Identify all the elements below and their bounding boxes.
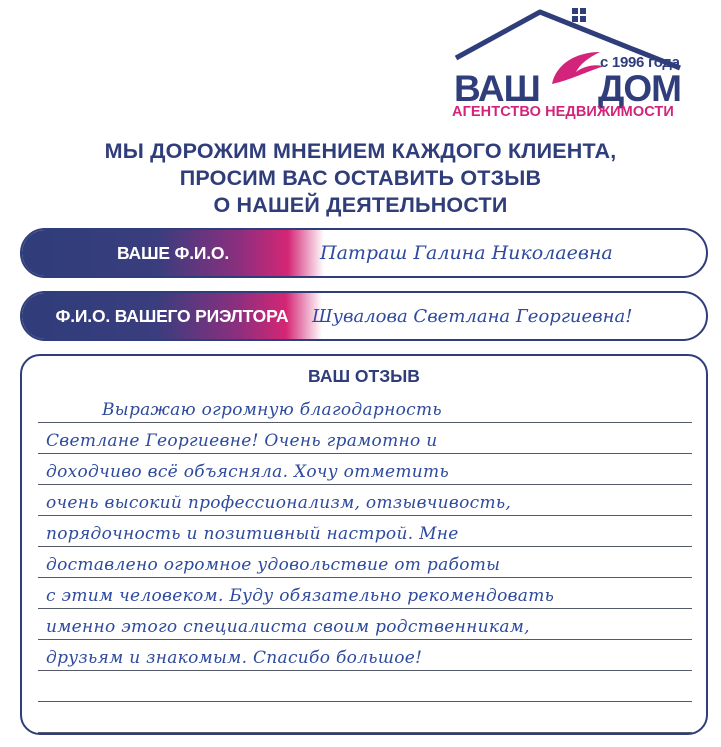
review-text-line: доходчиво всё объясняла. Хочу отметить [46,462,450,482]
review-text-line: с этим человеком. Буду обязательно рекомендовать [46,586,555,606]
review-text-line: друзьям и знакомым. Спасибо большое! [46,648,423,668]
ruled-line [38,577,692,578]
ruled-line [38,546,692,547]
realtor-name-field[interactable] [20,291,708,341]
ruled-line [38,732,692,733]
client-name-value[interactable]: Патраш Галина Николаевна [320,242,613,264]
realtor-name-value[interactable]: Шувалова Светлана Георгиевна! [312,305,633,327]
heading-line-2: ПРОСИМ ВАС ОСТАВИТЬ ОТЗЫВ [179,166,542,190]
review-text-area[interactable] [22,356,706,733]
ruled-line [38,453,692,454]
logo-word-dom: ДОМ [598,68,681,109]
logo-subtitle: АГЕНТСТВО НЕДВИЖИМОСТИ [452,104,674,120]
client-name-field[interactable] [20,228,708,278]
review-title: ВАШ ОТЗЫВ [308,366,420,386]
ruled-line [38,484,692,485]
review-text-line: очень высокий профессионализм, отзывчивость, [46,493,512,513]
logo-since-text: с 1996 года [600,54,680,71]
ruled-line [38,608,692,609]
ruled-line [38,701,692,702]
ruled-line [38,422,692,423]
review-text-line: именно этого специалиста своим родственникам, [46,617,530,637]
review-text-line: Выражаю огромную благодарность [102,400,442,420]
page-heading [0,138,721,219]
swallow-bird-icon [552,52,604,84]
agency-logo [448,6,688,124]
logo-word-vash: ВАШ [454,68,540,109]
realtor-name-label: Ф.И.О. ВАШЕГО РИЭЛТОРА [22,293,322,339]
review-box[interactable] [20,354,708,735]
client-name-label: ВАШЕ Ф.И.О. [22,230,324,276]
heading-line-1: МЫ ДОРОЖИМ МНЕНИЕМ КАЖДОГО КЛИЕНТА, [104,139,617,163]
ruled-line [38,670,692,671]
review-text-line: порядочность и позитивный настрой. Мне [46,524,459,544]
ruled-line [38,515,692,516]
review-text-line: доставлено огромное удовольствие от работы [46,555,501,575]
heading-line-3: О НАШЕЙ ДЕЯТЕЛЬНОСТИ [213,193,508,217]
ruled-line [38,639,692,640]
review-text-line: Светлане Георгиевне! Очень грамотно и [46,431,438,451]
